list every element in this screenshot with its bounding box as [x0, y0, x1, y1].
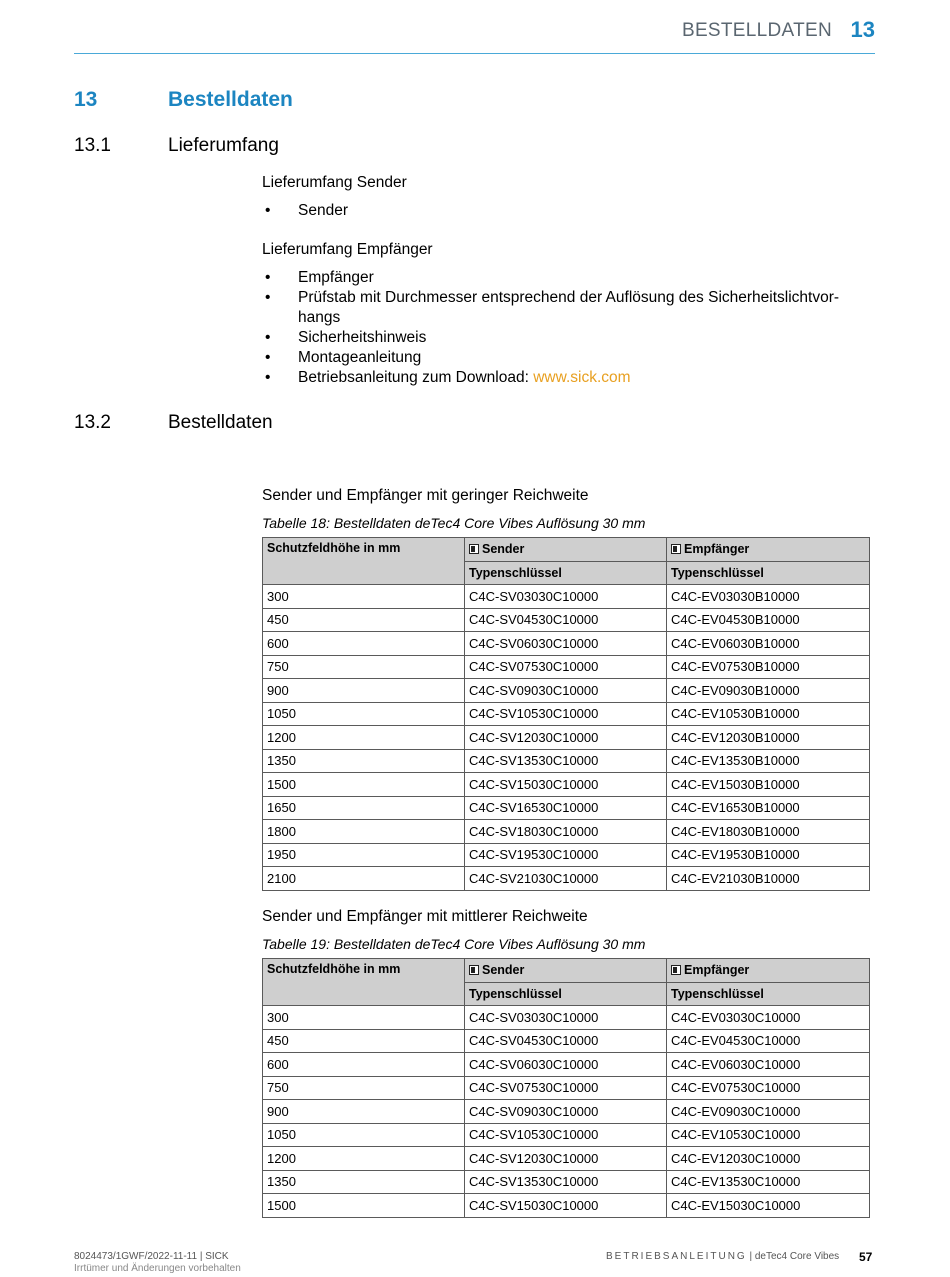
- section-number: 13.1: [74, 135, 111, 156]
- table-cell: C4C-EV13530B10000: [667, 749, 870, 773]
- table-cell: C4C-SV19530C10000: [465, 843, 667, 867]
- column-header-schutzfeldhoehe: Schutzfeldhöhe in mm: [263, 959, 465, 1006]
- footer-document-info: [74, 1251, 241, 1275]
- table-cell: 1500: [263, 1194, 465, 1218]
- receiver-icon: [671, 965, 681, 975]
- table-cell: 1050: [263, 1123, 465, 1147]
- table-cell: 1350: [263, 749, 465, 773]
- table-cell: 1050: [263, 702, 465, 726]
- list-lieferumfang-sender: [262, 201, 348, 221]
- table-cell: 1950: [263, 843, 465, 867]
- table-cell: 450: [263, 1029, 465, 1053]
- table-cell: C4C-EV09030C10000: [667, 1100, 870, 1124]
- table-cell: C4C-EV04530B10000: [667, 608, 870, 632]
- table-cell: 2100: [263, 867, 465, 891]
- table-row: [263, 1100, 870, 1124]
- table-cell: C4C-EV13530C10000: [667, 1170, 870, 1194]
- page-header: [74, 14, 875, 54]
- table18-caption: Tabelle 18: Bestelldaten deTec4 Core Vibes Auflösung 30 mm: [262, 515, 646, 531]
- column-header-schutzfeldhoehe: Schutzfeldhöhe in mm: [263, 538, 465, 585]
- table-row: [263, 1076, 870, 1100]
- table-cell: C4C-SV21030C10000: [465, 867, 667, 891]
- section-title: Bestelldaten: [168, 412, 273, 433]
- table-cell: 600: [263, 1053, 465, 1077]
- chapter-number: 13: [74, 88, 98, 111]
- sick-website-link[interactable]: www.sick.com: [533, 369, 631, 386]
- table-cell: C4C-EV10530C10000: [667, 1123, 870, 1147]
- subheader-typenschluessel: Typenschlüssel: [465, 561, 667, 585]
- table-cell: 1800: [263, 820, 465, 844]
- table-cell: C4C-SV07530C10000: [465, 655, 667, 679]
- subheading-lieferumfang-empfaenger: Lieferumfang Empfänger: [262, 241, 433, 258]
- footer-manual-title: [606, 1251, 839, 1262]
- receiver-icon: [671, 544, 681, 554]
- table-row: [263, 1029, 870, 1053]
- table-cell: C4C-EV18030B10000: [667, 820, 870, 844]
- footer-doc-number: 8024473/1GWF/2022-11-11 | SICK: [74, 1251, 229, 1262]
- table-row: [263, 843, 870, 867]
- table-row: [263, 702, 870, 726]
- table-cell: C4C-SV03030C10000: [465, 585, 667, 609]
- table-cell: 300: [263, 585, 465, 609]
- table-cell: C4C-EV07530C10000: [667, 1076, 870, 1100]
- order-table-18: [262, 537, 870, 891]
- table-cell: 300: [263, 1006, 465, 1030]
- table-cell: C4C-SV16530C10000: [465, 796, 667, 820]
- table-cell: C4C-EV16530B10000: [667, 796, 870, 820]
- table-row: [263, 796, 870, 820]
- footer-product: | deTec4 Core Vibes: [746, 1251, 840, 1262]
- table-cell: 1350: [263, 1170, 465, 1194]
- table-cell: 1650: [263, 796, 465, 820]
- subheader-typenschluessel: Typenschlüssel: [667, 561, 870, 585]
- subheading-lieferumfang-sender: Lieferumfang Sender: [262, 174, 407, 191]
- table-cell: C4C-SV15030C10000: [465, 773, 667, 797]
- table-cell: C4C-EV04530C10000: [667, 1029, 870, 1053]
- list-item: • Empfänger: [265, 269, 374, 286]
- header-title: BESTELLDATEN: [681, 20, 832, 41]
- table-cell: C4C-EV12030C10000: [667, 1147, 870, 1171]
- table-cell: 450: [263, 608, 465, 632]
- table-cell: C4C-SV18030C10000: [465, 820, 667, 844]
- table-cell: C4C-EV19530B10000: [667, 843, 870, 867]
- list-item: • Betriebsanleitung zum Download: www.sick.com: [265, 369, 631, 386]
- table-cell: C4C-SV09030C10000: [465, 679, 667, 703]
- table-row: [263, 726, 870, 750]
- table-cell: C4C-EV10530B10000: [667, 702, 870, 726]
- header-chapter-number: 13: [850, 17, 875, 42]
- table-row: [263, 655, 870, 679]
- column-header-empfaenger: Empfänger: [667, 959, 870, 983]
- footer-doctype: BETRIEBSANLEITUNG: [606, 1251, 747, 1262]
- table-row: [263, 1194, 870, 1218]
- sender-icon: [469, 544, 479, 554]
- table-cell: C4C-SV10530C10000: [465, 1123, 667, 1147]
- table-cell: 750: [263, 655, 465, 679]
- table-cell: C4C-SV13530C10000: [465, 749, 667, 773]
- table19-caption: Tabelle 19: Bestelldaten deTec4 Core Vibes Auflösung 30 mm: [262, 936, 646, 952]
- table-cell: C4C-EV03030C10000: [667, 1006, 870, 1030]
- table-row: [263, 1006, 870, 1030]
- subheader-typenschluessel: Typenschlüssel: [465, 982, 667, 1006]
- table-cell: C4C-EV06030C10000: [667, 1053, 870, 1077]
- table-row: [263, 749, 870, 773]
- table-row: [263, 1123, 870, 1147]
- order-table-19: [262, 958, 870, 1218]
- table-cell: C4C-SV06030C10000: [465, 1053, 667, 1077]
- table-cell: C4C-SV10530C10000: [465, 702, 667, 726]
- table-cell: 1500: [263, 773, 465, 797]
- table-cell: 750: [263, 1076, 465, 1100]
- list-item: • Prüfstab mit Durchmesser entsprechend der Auflösung des Sicherheitslichtvor- hangs: [265, 289, 840, 326]
- table-cell: C4C-EV09030B10000: [667, 679, 870, 703]
- column-header-empfaenger: Empfänger: [667, 538, 870, 562]
- table-cell: C4C-EV07530B10000: [667, 655, 870, 679]
- table-row: [263, 773, 870, 797]
- table-cell: C4C-EV03030B10000: [667, 585, 870, 609]
- table-row: [263, 608, 870, 632]
- table-cell: C4C-SV07530C10000: [465, 1076, 667, 1100]
- list-item: • Sender: [265, 202, 348, 219]
- table-row: [263, 1147, 870, 1171]
- list-lieferumfang-empfaenger: [262, 268, 862, 388]
- table-cell: C4C-EV06030B10000: [667, 632, 870, 656]
- list-item: • Sicherheitshinweis: [265, 329, 427, 346]
- table-row: [263, 1053, 870, 1077]
- table-cell: C4C-EV15030B10000: [667, 773, 870, 797]
- table-cell: C4C-SV04530C10000: [465, 608, 667, 632]
- table-cell: C4C-EV15030C10000: [667, 1194, 870, 1218]
- table-cell: 900: [263, 1100, 465, 1124]
- table-row: [263, 585, 870, 609]
- table-cell: C4C-SV09030C10000: [465, 1100, 667, 1124]
- section-title: Lieferumfang: [168, 135, 279, 156]
- list-item: • Montageanleitung: [265, 349, 422, 366]
- table-cell: C4C-EV21030B10000: [667, 867, 870, 891]
- table-row: [263, 867, 870, 891]
- table-cell: C4C-SV12030C10000: [465, 1147, 667, 1171]
- table-cell: 600: [263, 632, 465, 656]
- sender-icon: [469, 965, 479, 975]
- table-cell: C4C-SV12030C10000: [465, 726, 667, 750]
- footer-disclaimer: Irrtümer und Änderungen vorbehalten: [74, 1263, 241, 1274]
- table19-heading: Sender und Empfänger mit mittlerer Reichweite: [262, 908, 588, 925]
- subheader-typenschluessel: Typenschlüssel: [667, 982, 870, 1006]
- table-cell: C4C-SV15030C10000: [465, 1194, 667, 1218]
- table-row: [263, 820, 870, 844]
- table-cell: 900: [263, 679, 465, 703]
- table18-heading: Sender und Empfänger mit geringer Reichweite: [262, 487, 589, 504]
- table-cell: C4C-SV06030C10000: [465, 632, 667, 656]
- table-cell: 1200: [263, 726, 465, 750]
- table-cell: C4C-SV04530C10000: [465, 1029, 667, 1053]
- table-cell: C4C-SV03030C10000: [465, 1006, 667, 1030]
- table-row: [263, 679, 870, 703]
- column-header-sender: Sender: [465, 959, 667, 983]
- table-cell: C4C-EV12030B10000: [667, 726, 870, 750]
- table-row: [263, 632, 870, 656]
- section-number: 13.2: [74, 412, 111, 433]
- table-cell: C4C-SV13530C10000: [465, 1170, 667, 1194]
- table-row: [263, 1170, 870, 1194]
- chapter-title: Bestelldaten: [168, 88, 293, 111]
- page-number: 57: [859, 1250, 873, 1264]
- column-header-sender: Sender: [465, 538, 667, 562]
- table-cell: 1200: [263, 1147, 465, 1171]
